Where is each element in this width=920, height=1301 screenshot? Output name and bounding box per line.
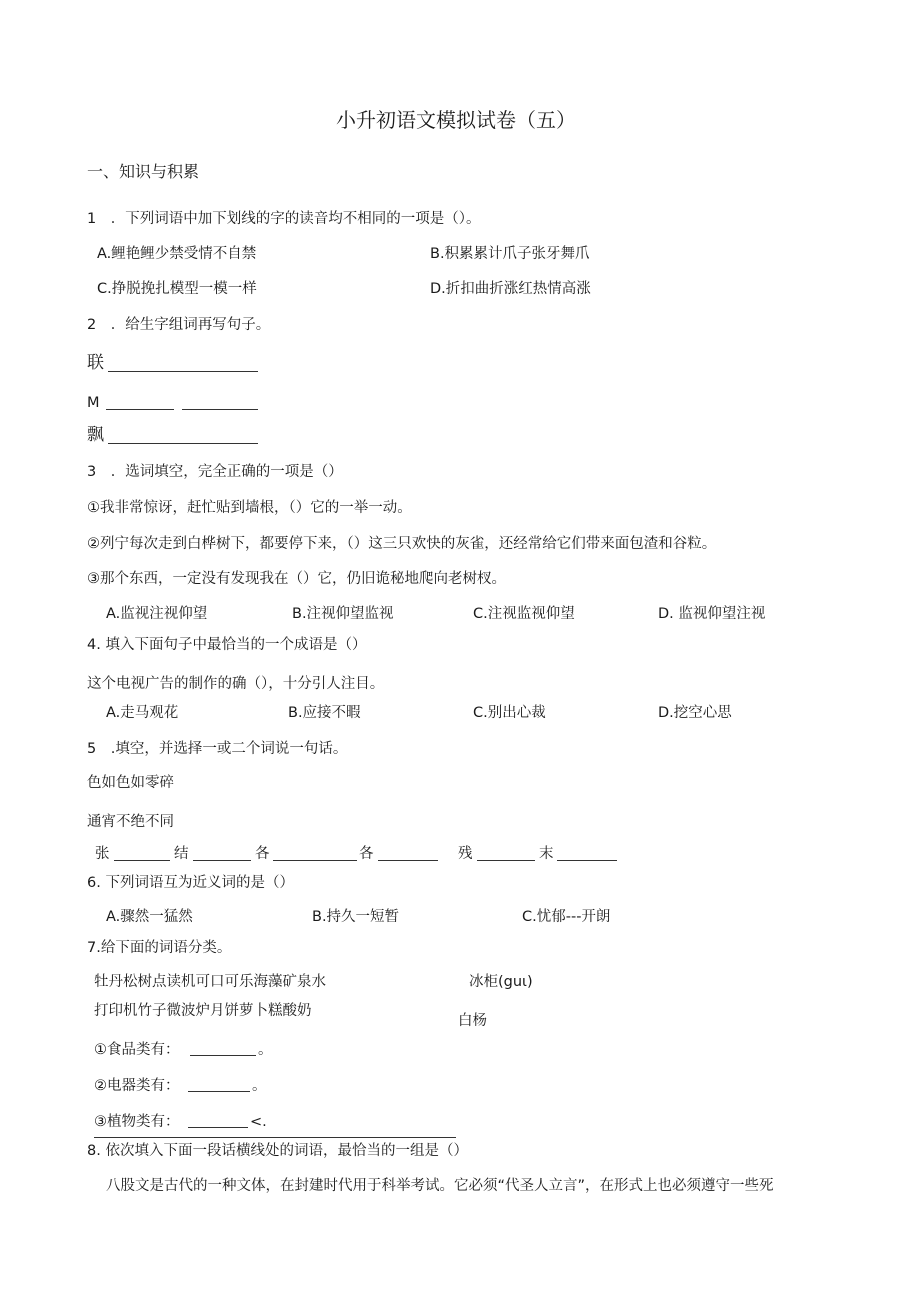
q7-category-plant: ③植物类有： [94,1114,180,1130]
q4-option-d: D.挖空心思 [658,705,732,721]
q3-option-c: C.注视监视仰望 [473,606,575,622]
q3-option-a: A.监视注视仰望 [106,606,208,622]
q3-sentence-2: ②列宁每次走到白桦树下，都要停下来，（）这三只欢快的灰雀，还经常给它们带来面包渣和谷粒。 [87,536,717,552]
q5-words-line-1: 色如色如零碎 [87,775,174,791]
q2-blank-3[interactable] [108,443,258,444]
q5-words-line-2: 通宵不绝不同 [87,814,174,830]
q5-fill-label-2: 结 [174,846,189,862]
question-5-stem: 5 .填空，并选择一或二个词说一句话。 [87,741,348,757]
question-8-stem: 8. 依次填入下面一段话横线处的词语，最恰当的一组是（） [87,1143,468,1159]
question-7-stem: 7.给下面的词语分类。 [87,940,232,956]
q3-option-b: B.注视仰望监视 [292,606,394,622]
question-2-stem: 2 ．给生字组词再写句子。 [87,317,271,333]
q7-words-line-2: 打印机竹子微波炉月饼萝卜糕酸奶 [94,1003,312,1019]
q2-blank-1[interactable] [108,371,258,372]
q6-option-a: A.骤然一猛然 [106,909,193,925]
q5-fill-label-1: 张 [95,846,110,862]
q1-option-d: D.折扣曲折涨红热情高涨 [430,281,591,297]
q3-sentence-3: ③那个东西，一定没有发现我在（）它，仍旧诡秘地爬向老树杈。 [87,571,506,587]
question-6-stem: 6. 下列词语互为近义词的是（） [87,875,294,891]
section-heading: 一、知识与积累 [87,162,200,181]
q4-option-a: A.走马观花 [106,705,179,721]
q2-char-2: M [87,395,100,411]
q7-blank-appliance[interactable] [188,1091,250,1092]
q5-fill-label-5: 残 [458,846,473,862]
q8-passage: 八股文是古代的一种文体，在封建时代用于科举考试。它必须“代圣人立言”，在形式上也必须遵守一些死 [106,1178,774,1194]
q1-option-b: B.积累累计爪子张牙舞爪 [430,246,590,262]
q7-end-plant: <. [250,1114,267,1130]
q3-option-d: D. 监视仰望注视 [658,606,766,622]
question-1-stem: 1 ．下列词语中加下划线的字的读音均不相同的一项是（）。 [87,211,481,227]
q7-category-food: ①食品类有： [94,1042,180,1058]
question-4-stem: 4. 填入下面句子中最恰当的一个成语是（） [87,637,367,653]
q7-words-right-2: 白杨 [458,1013,487,1029]
q2-blank-2a[interactable] [106,409,174,410]
q7-end-food: 。 [258,1042,273,1058]
q5-fill-label-6: 末 [539,846,554,862]
q4-sentence: 这个电视广告的制作的确（），十分引人注目。 [87,676,385,692]
q7-blank-food[interactable] [190,1055,256,1056]
q7-end-appliance: 。 [252,1078,267,1094]
q2-char-1: 联 [87,353,104,373]
q4-option-c: C.别出心裁 [473,705,546,721]
q7-blank-plant[interactable] [188,1127,248,1128]
q7-category-appliance: ②电器类有： [94,1078,180,1094]
q5-fill-label-3: 各 [255,846,270,862]
q5-fill-label-4: 各 [359,846,374,862]
q1-option-a: A.鲤艳鲤少禁受情不自禁 [97,246,257,262]
horizontal-rule [94,1137,456,1138]
q4-option-b: B.应接不暇 [288,705,361,721]
q5-fill-blank-2[interactable] [193,860,251,861]
q6-option-b: B.持久一短暂 [312,909,400,925]
q1-option-c: C.挣脱挽扎模型一模一样 [97,281,257,297]
page-title: 小升初语文模拟试卷（五） [336,108,576,132]
q2-char-3: 飘 [87,425,104,445]
q3-sentence-1: ①我非常惊讶，赶忙贴到墙根，（）它的一举一动。 [87,500,412,516]
q5-fill-blank-1[interactable] [114,860,170,861]
q5-fill-blank-3[interactable] [273,860,357,861]
q5-fill-blank-4[interactable] [378,860,438,861]
q7-words-right-1: 冰柜(guι) [469,974,533,990]
q6-option-c: C.忧郁---开朗 [522,909,611,925]
question-3-stem: 3 ．选词填空，完全正确的一项是（） [87,464,343,480]
q5-fill-blank-6[interactable] [557,860,617,861]
q5-fill-blank-5[interactable] [477,860,535,861]
q2-blank-2b[interactable] [182,409,258,410]
q7-words-line-1: 牡丹松树点读机可口可乐海藻矿泉水 [94,974,326,990]
